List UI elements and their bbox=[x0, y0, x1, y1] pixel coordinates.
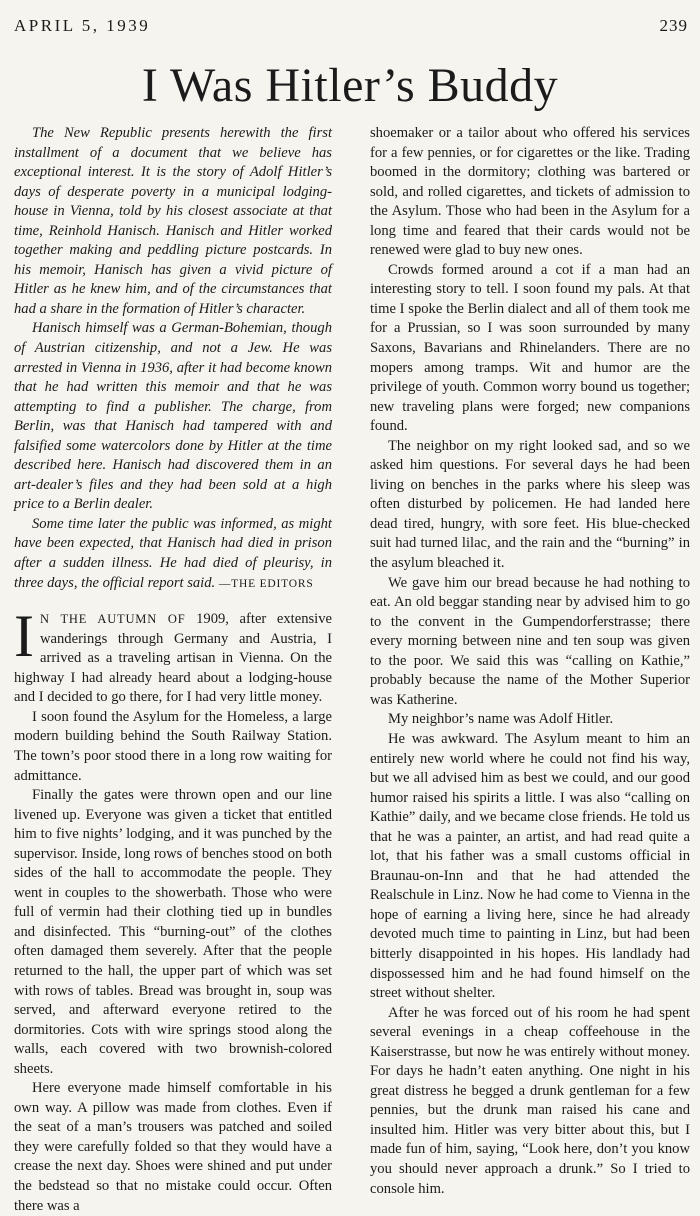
opening-smallcaps: N THE AUTUMN OF bbox=[39, 612, 186, 627]
story-paragraph: We gave him our bread because he had nothing to eat. An old beggar standing near by advised him to go to the convent in the Gumpendorferstrasse; there every morning between nine and ten soup was given to the poor. We said this was “calling on Kathie,” probably because the name of the Mother Superior was Katherine. bbox=[370, 574, 690, 708]
issue-date: APRIL 5, 1939 bbox=[14, 16, 151, 35]
story-paragraph: Crowds formed around a cot if a man had an interesting story to tell. I soon found my pals. At that time I spoke the Berlin dialect and all of them took me for a Prussian, so I was soon surrounded by many Saxons, Bavarians and Rhinelanders. There are no mopers among tramps. Wit and humor are the privilege of youth. Common worry bound us together; new traveling plans were forged; new companions found. bbox=[370, 261, 690, 435]
intro-final-text: Some time later the public was informed, as might have been expected, that Hanisch had died in prison after a sudden illness. He had died of pleurisy, in three days, the official report said. bbox=[14, 515, 332, 591]
story-continuation: shoemaker or a tailor about who offered his services for a few pennies, or for cigarettes or the like. Trading boomed in the dormitory; clothing was bartered or sold, and rolled cigarettes, and tickets of admission to the Asylum. Those who had been in the Asylum for a long time and feared that their cards would not be renewed were glad to buy new ones. bbox=[370, 125, 690, 259]
drop-cap: I bbox=[14, 603, 34, 670]
story-paragraph: I soon found the Asylum for the Homeless, a large modern building behind the South Railway Station. The town’s poor stood there in a long row waiting for admittance. bbox=[14, 708, 332, 784]
opening-text: 1909, after extensive wanderings through Germany and Austria, I arrived as a traveling artisan in Vienna. On the highway I had already heard about a lodging-house and I decided to go there, for I had very little money. bbox=[14, 611, 333, 706]
story-paragraph: The neighbor on my right looked sad, and so we asked him questions. For several days he had been living on benches in the parks where his sleep was often disturbed by policemen. He had landed here dead tired, hungry, with sore feet. His blue-checked suit had turned lilac, and the rain and the “burning” in the asylum bleached it. bbox=[370, 437, 690, 572]
story-paragraph: Finally the gates were thrown open and our line livened up. Everyone was given a ticket that entitled him to five nights’ lodging, and it was punched by the supervisor. Inside, long rows of benches stood on both sides of the hall to accommodate the people. They went in couples to the showerbath. Those who were full of vermin had their clothing tied up in bundles and disinfected. This “burning-out” of the clothes often damaged them severely. After that the people returned to the hall, the upper part of which was set with rows of tables. Bread was brought in, soup was served, and afterward everyone retired to the dormitories. Cots with wire springs stood along the walls, each covered with two brownish-colored sheets. bbox=[14, 787, 332, 1077]
intro-paragraph: Hanisch himself was a German-Bohemian, though of Austrian citizenship, and not a Jew. He was arrested in Vienna in 1936, after it had become known that he had written this memoir and that he was attempting to find a publisher. The charge, from Berlin, was that Hanisch had tampered with and falsified some watercolors done by Hitler at the time described here. Hanisch had discovered them in an art-dealer’s files and they had been sold at a high price to a Berlin dealer. bbox=[14, 320, 332, 513]
page-number: 239 bbox=[659, 16, 688, 35]
story-paragraph: My neighbor’s name was Adolf Hitler. bbox=[388, 711, 614, 728]
story-paragraph: Here everyone made himself comfortable in his own way. A pillow was made from clothes. Even if the seat of a man’s trousers was patched and soiled they were carefully folded so that they would have a crease the next day. Shoes were shined and put under the bedstead so that no mistake could occur. Often there was a bbox=[14, 1080, 332, 1214]
right-column bbox=[370, 124, 690, 1199]
story-opening-paragraph bbox=[14, 603, 333, 708]
intro-paragraph-final bbox=[14, 515, 332, 594]
story-paragraph: He was awkward. The Asylum meant to him an entirely new world where he could not find his way, but we all advised him as best we could, and our good humor raised his spirits a little. I was also “calling on Kathie” daily, and we became close friends. He told us that he was a painter, an artist, and had read quite a lot, that his father was a small customs official in Braunau-on-Inn and that he had attended the Realschule in Linz. Now he had come to Vienna in the hope of earning a living here, since he had already devoted much time to painting in Linz, but had been bitterly disappointed in his hopes. His landlady had dispossessed him and he had found himself on the street without shelter. bbox=[370, 730, 690, 1002]
editors-introduction bbox=[14, 124, 332, 594]
left-column bbox=[14, 124, 332, 1216]
story-paragraph: After he was forced out of his room he had spent several evenings in a cheap coffeehouse in the Kaiserstrasse, but now he was entirely without money. For days he hadn’t eaten anything. One night in his great distress he begged a drunk gentleman for a few pennies, but the drunk man raised his cane and insulted him. Hitler was very bitter about this, but I made fun of him, saying, “Look here, don’t you know you should never approach a drunk.” So I tried to console him. bbox=[370, 1004, 690, 1197]
page-header bbox=[14, 16, 688, 38]
article-title: I Was Hitler’s Buddy bbox=[141, 59, 559, 112]
intro-paragraph: The New Republic presents herewith the first installment of a document that we believe has exceptional interest. It is the story of Adolf Hitler’s days of desperate poverty in a municipal lodging-house in Vienna, told by his closest associate at that time, Reinhold Hanisch. Hanisch and Hitler worked together making and peddling picture postcards. In his memoir, Hanisch has given a vivid picture of Hitler as he knew him, and of the circumstances that had a share in the formation of Hitler’s character. bbox=[14, 125, 332, 317]
editors-signature: —THE EDITORS bbox=[218, 577, 314, 590]
